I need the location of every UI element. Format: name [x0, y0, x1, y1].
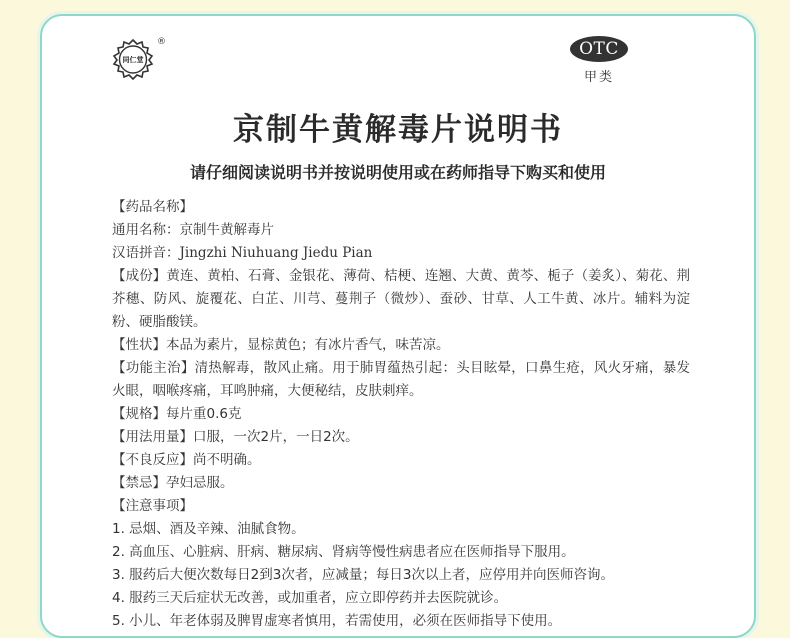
- pinyin-line: [112, 242, 690, 265]
- pinyin-label: 汉语拼音：: [112, 245, 180, 261]
- ingredients: 【成份】黄连、黄柏、石膏、金银花、薄荷、桔梗、连翘、大黄、黄芩、栀子（姜炙）、菊花、荆芥穗、防风、旋覆花、白芷、川芎、蔓荆子（微炒）、蚕砂、甘草、人工牛黄、冰片。辅料为淀粉、硬脂酸镁。: [112, 268, 690, 330]
- adverse-reactions: 【不良反应】尚不明确。: [112, 452, 261, 468]
- dosage: 【用法用量】口服，一次2片，一日2次。: [112, 429, 359, 445]
- indications: 【功能主治】清热解毒，散风止痛。用于肺胃蕴热引起：头目眩晕，口鼻生疮，风火牙痛，暴发火眼，咽喉疼痛，耳鸣肿痛，大便秘结，皮肤刺痒。: [112, 360, 690, 399]
- pinyin-value: Jingzhi Niuhuang Jiedu Pian: [179, 245, 373, 261]
- drug-name-header: 【药品名称】: [112, 199, 193, 215]
- contraindications: 【禁忌】孕妇忌服。: [112, 475, 234, 491]
- common-name: 通用名称：京制牛黄解毒片: [112, 222, 274, 238]
- otc-label: OTC: [570, 36, 628, 62]
- precaution-item: 5. 小儿、年老体弱及脾胃虚寒者慎用，若需使用，必须在医师指导下使用。: [112, 613, 562, 629]
- precautions-header: 【注意事项】: [112, 498, 193, 514]
- otc-badge: [567, 36, 631, 85]
- precaution-item: 3. 服药后大便次数每日2到3次者，应减量；每日3次以上者，应停用并向医师咨询。: [112, 567, 614, 583]
- precaution-item: 4. 服药三天后症状无改善，或加重者，应立即停药并去医院就诊。: [112, 590, 508, 606]
- registered-mark: ®: [157, 37, 166, 47]
- document-title: 京制牛黄解毒片说明书: [233, 112, 563, 148]
- brand-logo-icon: [112, 38, 154, 80]
- document-body: [112, 196, 690, 633]
- instruction-sheet: [40, 14, 756, 638]
- specification: 【规格】每片重0.6克: [112, 406, 242, 422]
- document-subtitle: 请仔细阅读说明书并按说明使用或在药师指导下购买和使用: [189, 163, 606, 182]
- precaution-item: 2. 高血压、心脏病、肝病、糖尿病、肾病等慢性病患者应在医师指导下服用。: [112, 544, 575, 560]
- properties: 【性状】本品为素片，显棕黄色；有冰片香气，味苦凉。: [112, 337, 450, 353]
- logo-text: 同仁堂: [122, 56, 144, 64]
- precaution-item: 1. 忌烟、酒及辛辣、油腻食物。: [112, 521, 305, 537]
- otc-class: 甲类: [583, 70, 614, 85]
